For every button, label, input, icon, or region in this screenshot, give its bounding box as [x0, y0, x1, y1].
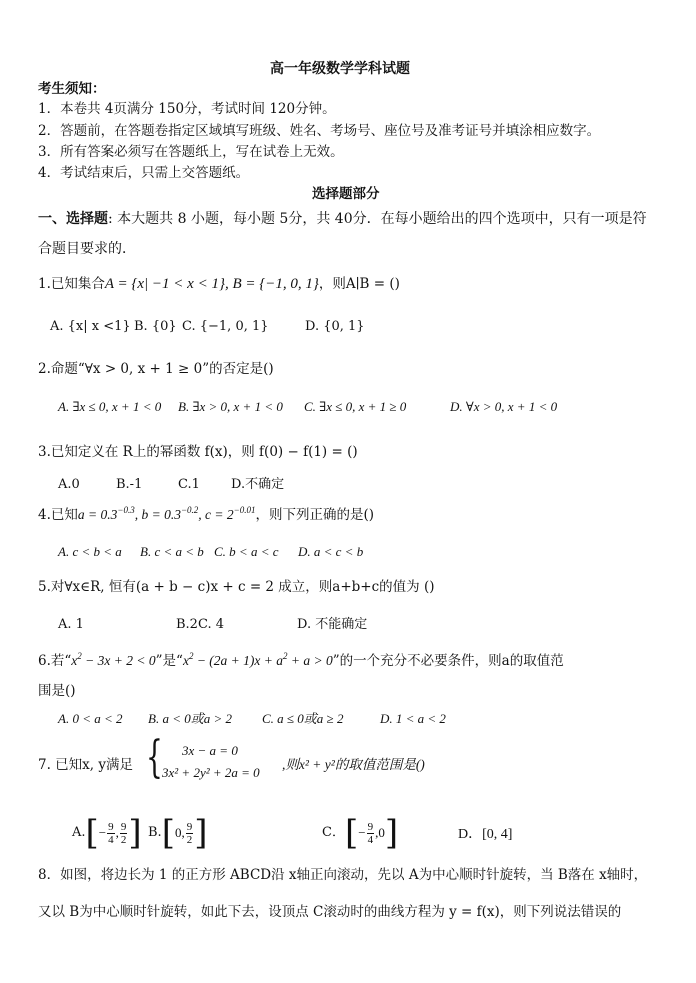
- q4-option-a: A. c < b < a: [58, 544, 122, 559]
- q1-stem: [38, 275, 400, 293]
- exam-title: 高一年级数学学科试题: [270, 61, 410, 77]
- q2-option-c: C. ∃x ≤ 0, x + 1 ≥ 0: [304, 399, 407, 414]
- q5-stem: 5.对∀x∈R, 恒有(a + b − c)x + c = 2 成立，则a+b+c的值为 (): [38, 579, 435, 595]
- part1-line1: [38, 210, 647, 228]
- q5-option-d: D. 不能确定: [297, 617, 368, 632]
- q6-stem-line1: [38, 652, 564, 670]
- q4-option-b: B. c < a < b: [140, 544, 204, 559]
- q7-left-brace: {: [146, 732, 163, 783]
- q6-cond2: $x^2 - (2a + 1)x + a^2 + a > 0$: [182, 651, 333, 668]
- q2-option-a: A. ∃x ≤ 0, x + 1 < 0: [58, 399, 162, 414]
- q7-option-b: [148, 813, 208, 853]
- q3-option-c: C.1: [178, 477, 200, 492]
- q7-option-c-close: ]: [384, 813, 399, 853]
- q1-expr: A = {x| −1 < x < 1}, B = {−1, 0, 1}: [104, 276, 319, 292]
- q7-option-a-comma: ,: [115, 825, 119, 840]
- q7-tail: ,则x² + y²的取值范围是(): [282, 757, 425, 772]
- q7-option-b-zero: 0,: [174, 825, 185, 840]
- q6-option-d: D. 1 < a < 2: [380, 711, 446, 726]
- q6-pre: 6.若“: [38, 653, 72, 669]
- q7-option-b-open: [: [161, 813, 175, 853]
- q1-num: 1.已知集合: [38, 276, 105, 292]
- q7-option-b-close: ]: [194, 813, 208, 853]
- q7-option-a-frac2: $\frac{9}{2}$: [120, 820, 127, 846]
- q6-option-a: A. 0 < a < 2: [58, 711, 123, 726]
- q7-option-a-frac1: $\frac{9}{4}$: [108, 820, 114, 846]
- q1-option-b: B. {0}: [134, 319, 177, 334]
- q3-option-d: D.不确定: [231, 477, 285, 492]
- q7-option-c-label: C．: [322, 825, 345, 840]
- notice-item-4: 4．考试结束后，只需上交答题纸。: [38, 165, 250, 181]
- notice-item-1: 1．本卷共 4页满分 150分，考试时间 120分钟。: [38, 101, 336, 117]
- q8-line2: 又以 B为中心顺时针旋转，如此下去，设顶点 C滚动时的曲线方程为 y = f(x)，则下列说法错误的: [38, 904, 622, 920]
- notice-item-3: 3．所有答案必须写在答题纸上，写在试卷上无效。: [38, 144, 344, 160]
- q7-option-c-minus: −: [358, 825, 366, 840]
- q4-option-d: D. a < c < b: [298, 544, 364, 559]
- q3-option-a: A.0: [58, 477, 80, 492]
- q3-option-b: B.-1: [116, 477, 143, 492]
- q7-option-b-label: B.: [148, 825, 162, 840]
- q7-option-c-frac: $\frac{9}{4}$: [367, 820, 374, 846]
- q4-stem: [38, 506, 374, 524]
- q4-option-c: C. b < a < c: [214, 544, 279, 559]
- q7-option-a-close: ]: [128, 813, 142, 853]
- q1-option-d: D. {0, 1}: [305, 319, 365, 334]
- q5-option-bc: B.2C. 4: [176, 617, 224, 632]
- q4-expr: $a = 0.3^{-0.3}$, $b = 0.3^{-0.2}$, $c = 2^{-0.01}$: [77, 505, 256, 522]
- q4-pre: 4.已知: [38, 507, 78, 523]
- q1-option-c: C. {−1, 0, 1}: [182, 319, 269, 334]
- q6-option-b: B. a < 0或a > 2: [148, 711, 232, 726]
- q6-option-c: C. a ≤ 0或a ≥ 2: [262, 711, 344, 726]
- q7-option-a-open: [: [85, 813, 99, 853]
- q7-option-b-frac: $\frac{9}{2}$: [186, 820, 193, 846]
- q8-line1: 8．如图，将边长为 1 的正方形 ABCD沿 x轴正向滚动，先以 A为中心顺时针旋转，当 B落在 x轴时，: [38, 867, 648, 883]
- q2-option-b: B. ∃x > 0, x + 1 < 0: [178, 399, 283, 414]
- q4-tail: ，则下列正确的是(): [255, 507, 375, 523]
- q1-tail: ，则A∣B = (): [318, 276, 400, 292]
- q1-option-a: A. {x| x <1}: [50, 319, 131, 334]
- q7-eq1: 3x − a = 0: [182, 743, 238, 758]
- part1-line2: 合题目要求的．: [38, 241, 136, 257]
- section-heading: 选择题部分: [312, 186, 380, 202]
- q7-option-c: [322, 813, 399, 853]
- q7-option-a-label: A.: [72, 825, 86, 840]
- q7-eq2: 3x² + 2y² + 2a = 0: [162, 765, 260, 780]
- q5-option-a: A. 1: [58, 617, 84, 632]
- q7-option-a-minus: −: [98, 825, 107, 840]
- q2-option-d: D. ∀x > 0, x + 1 < 0: [450, 399, 558, 414]
- q6-cond1: $x^2 - 3x + 2 < 0$: [71, 651, 156, 668]
- q7-option-c-open: [: [344, 813, 359, 853]
- q7-option-a: [72, 813, 142, 853]
- q3-stem: 3.已知定义在 R上的幂函数 f(x)，则 f(0) − f(1) = (): [38, 444, 358, 460]
- notice-item-2: 2．答题前，在答题卷指定区域填写班级、姓名、考场号、座位号及准考证号并填涂相应数字。: [38, 123, 601, 139]
- q2-stem: 2.命题“∀x > 0, x + 1 ≥ 0”的否定是(): [38, 361, 274, 377]
- q6-tail: ”的一个充分不必要条件，则a的取值范: [332, 653, 564, 669]
- q7-option-c-zero: ,0: [375, 825, 385, 840]
- q6-mid: ”是“: [155, 653, 183, 669]
- q6-stem-line2: 围是(): [38, 683, 76, 699]
- part1-label: 一、选择题: [38, 211, 108, 227]
- notice-heading: 考生须知：: [38, 81, 106, 97]
- q7-pre: 7. 已知x, y满足: [38, 757, 133, 773]
- q7-option-d: D．[0, 4]: [458, 827, 513, 842]
- part1-text1: : 本大题共 8 小题，每小题 5分，共 40分．在每小题给出的四个选项中，只有一项是符: [108, 211, 647, 227]
